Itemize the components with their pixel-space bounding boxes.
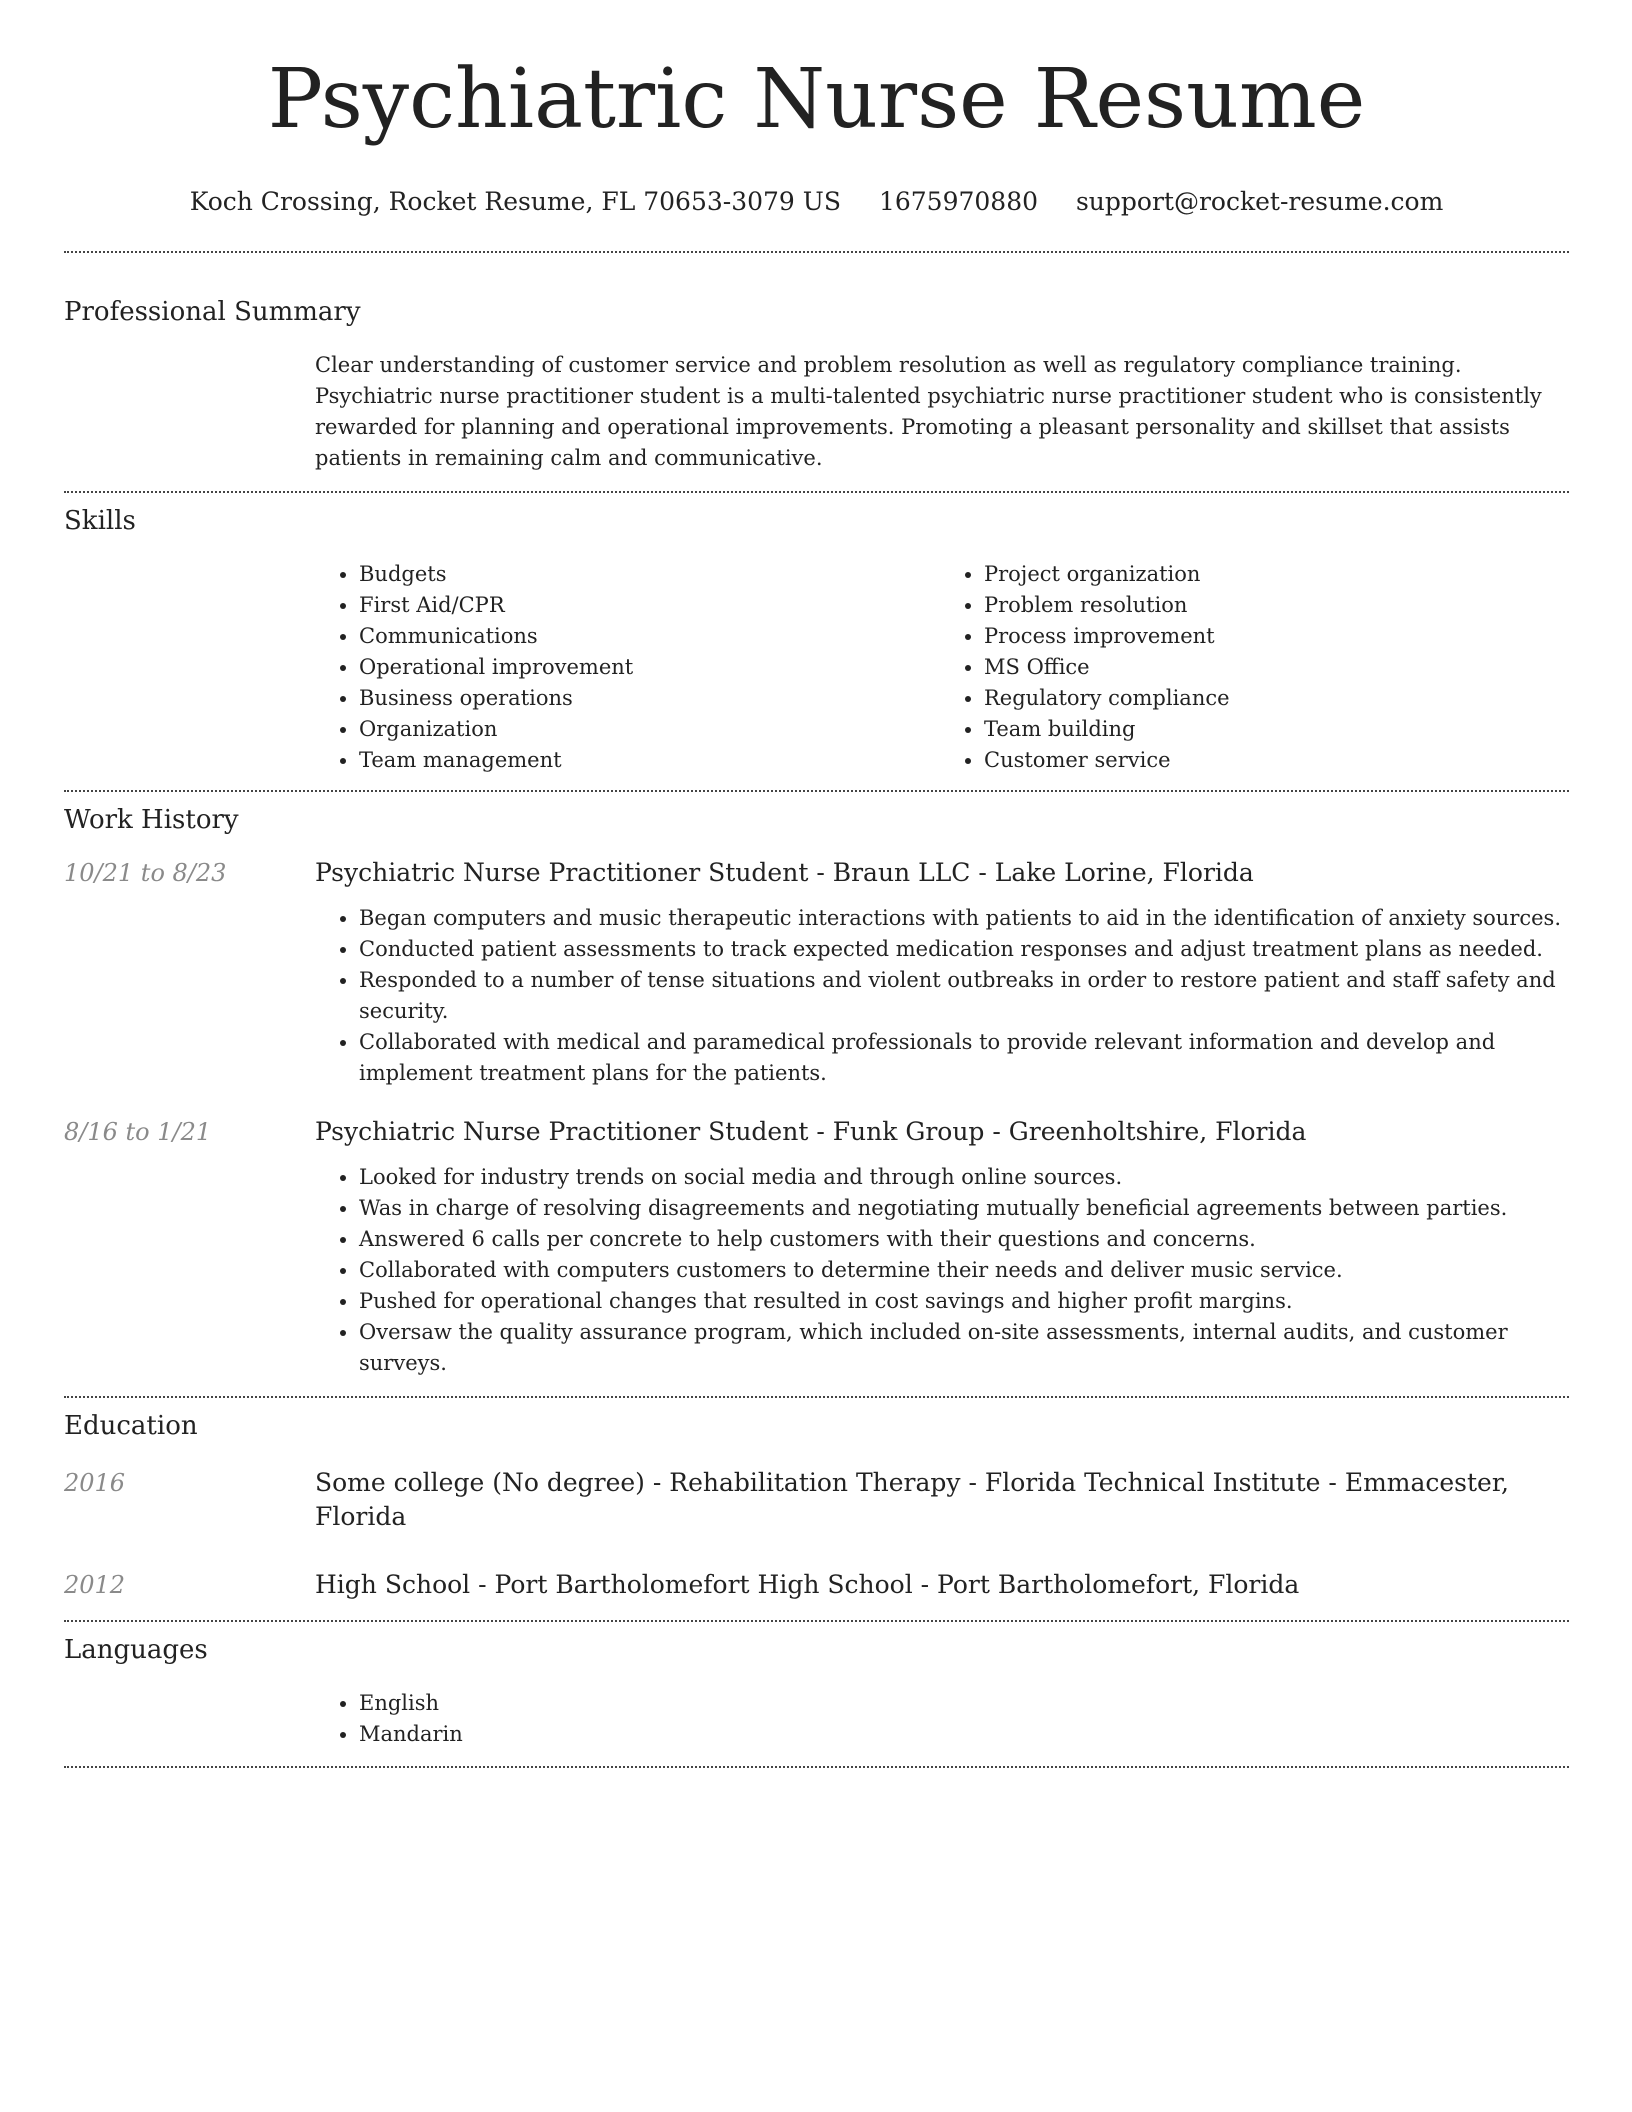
skill-item: • Communications [359,621,940,652]
skill-item: • Problem resolution [984,590,1565,621]
languages-list [315,1688,1565,1750]
skill-item: • MS Office [984,652,1565,683]
job-bullet: • Was in charge of resolving disagreements and negotiating mutually beneficial agreements between parties. [359,1193,1565,1224]
job-bullet: • Conducted patient assessments to track expected medication responses and adjust treatment plans as needed. [359,934,1565,965]
skill-item: • Process improvement [984,621,1565,652]
education-year: 2012 [64,1571,126,1599]
contact-line [64,186,1569,218]
language-item: • Mandarin [359,1719,1565,1750]
education-text: Some college (No degree) - Rehabilitation Therapy - Florida Technical Institute - Emmacester, Florida [315,1468,1510,1531]
skills-column-right [940,559,1565,776]
divider [64,251,1569,253]
job-bullet: • Oversaw the quality assurance program, which included on-site assessments, internal audits, and customer surveys. [359,1317,1565,1379]
skills-list [315,559,1565,776]
contact-phone: 1675970880 [878,187,1039,216]
skill-item: • Team building [984,714,1565,745]
job-bullet: • Responded to a number of tense situations and violent outbreaks in order to restore patient and staff safety and security. [359,965,1565,1027]
job-title: Psychiatric Nurse Practitioner Student - Funk Group - Greenholtshire, Florida [315,1117,1307,1146]
job-header [64,1115,1569,1149]
resume-title: Psychiatric Nurse Resume [267,52,1366,147]
work-heading: Work History [64,805,239,835]
skill-item: • Business operations [359,683,940,714]
skill-item: • Budgets [359,559,940,590]
job-bullet: • Pushed for operational changes that resulted in cost savings and higher profit margins. [359,1286,1565,1317]
job-bullet: • Collaborated with medical and paramedical professionals to provide relevant information and develop and implement treatment plans for the patients. [359,1027,1565,1089]
job-entry [64,1115,1569,1379]
skill-item: • Project organization [984,559,1565,590]
skill-item: • Organization [359,714,940,745]
skill-item: • First Aid/CPR [359,590,940,621]
education-entry [64,1466,1569,1534]
languages-heading: Languages [64,1635,208,1665]
contact-email[interactable]: support@rocket-resume.com [1075,187,1444,216]
resume-page [64,0,1569,1768]
divider [64,1620,1569,1622]
skills-heading: Skills [64,506,136,536]
job-bullet: • Collaborated with computers customers to determine their needs and deliver music service. [359,1255,1565,1286]
job-bullets [315,1162,1565,1379]
divider [64,790,1569,792]
job-title: Psychiatric Nurse Practitioner Student - Braun LLC - Lake Lorine, Florida [315,858,1254,887]
job-bullet: • Began computers and music therapeutic interactions with patients to aid in the identification of anxiety sources. [359,903,1565,934]
job-dates: 10/21 to 8/23 [64,859,227,887]
skills-column-left [315,559,940,776]
education-text: High School - Port Bartholomefort High School - Port Bartholomefort, Florida [315,1570,1300,1599]
divider [64,1396,1569,1398]
job-header [64,856,1569,890]
skill-item: • Regulatory compliance [984,683,1565,714]
divider [64,491,1569,493]
education-heading: Education [64,1411,198,1441]
contact-address: Koch Crossing, Rocket Resume, FL 70653-3079 US [189,187,841,216]
language-item: • English [359,1688,1565,1719]
job-entry [64,856,1569,1089]
job-bullet: • Answered 6 calls per concrete to help customers with their questions and concerns. [359,1224,1565,1255]
education-entry [64,1568,1569,1602]
skill-item: • Customer service [984,745,1565,776]
job-bullets [315,903,1565,1089]
divider [64,1766,1569,1768]
skill-item: • Team management [359,745,940,776]
job-bullet: • Looked for industry trends on social media and through online sources. [359,1162,1565,1193]
education-year: 2016 [64,1469,126,1497]
summary-text: Clear understanding of customer service and problem resolution as well as regulatory compliance training. Psychiatric nurse practitioner student is a multi-talented psychiatric nurse practitioner student who is consistently rewarded for planning and operational improvements. Promoting a pleasant personality and skillset that assists patients in remaining calm and communicative. [315,353,1542,470]
summary-heading: Professional Summary [64,297,361,327]
job-dates: 8/16 to 1/21 [64,1118,212,1146]
skill-item: • Operational improvement [359,652,940,683]
